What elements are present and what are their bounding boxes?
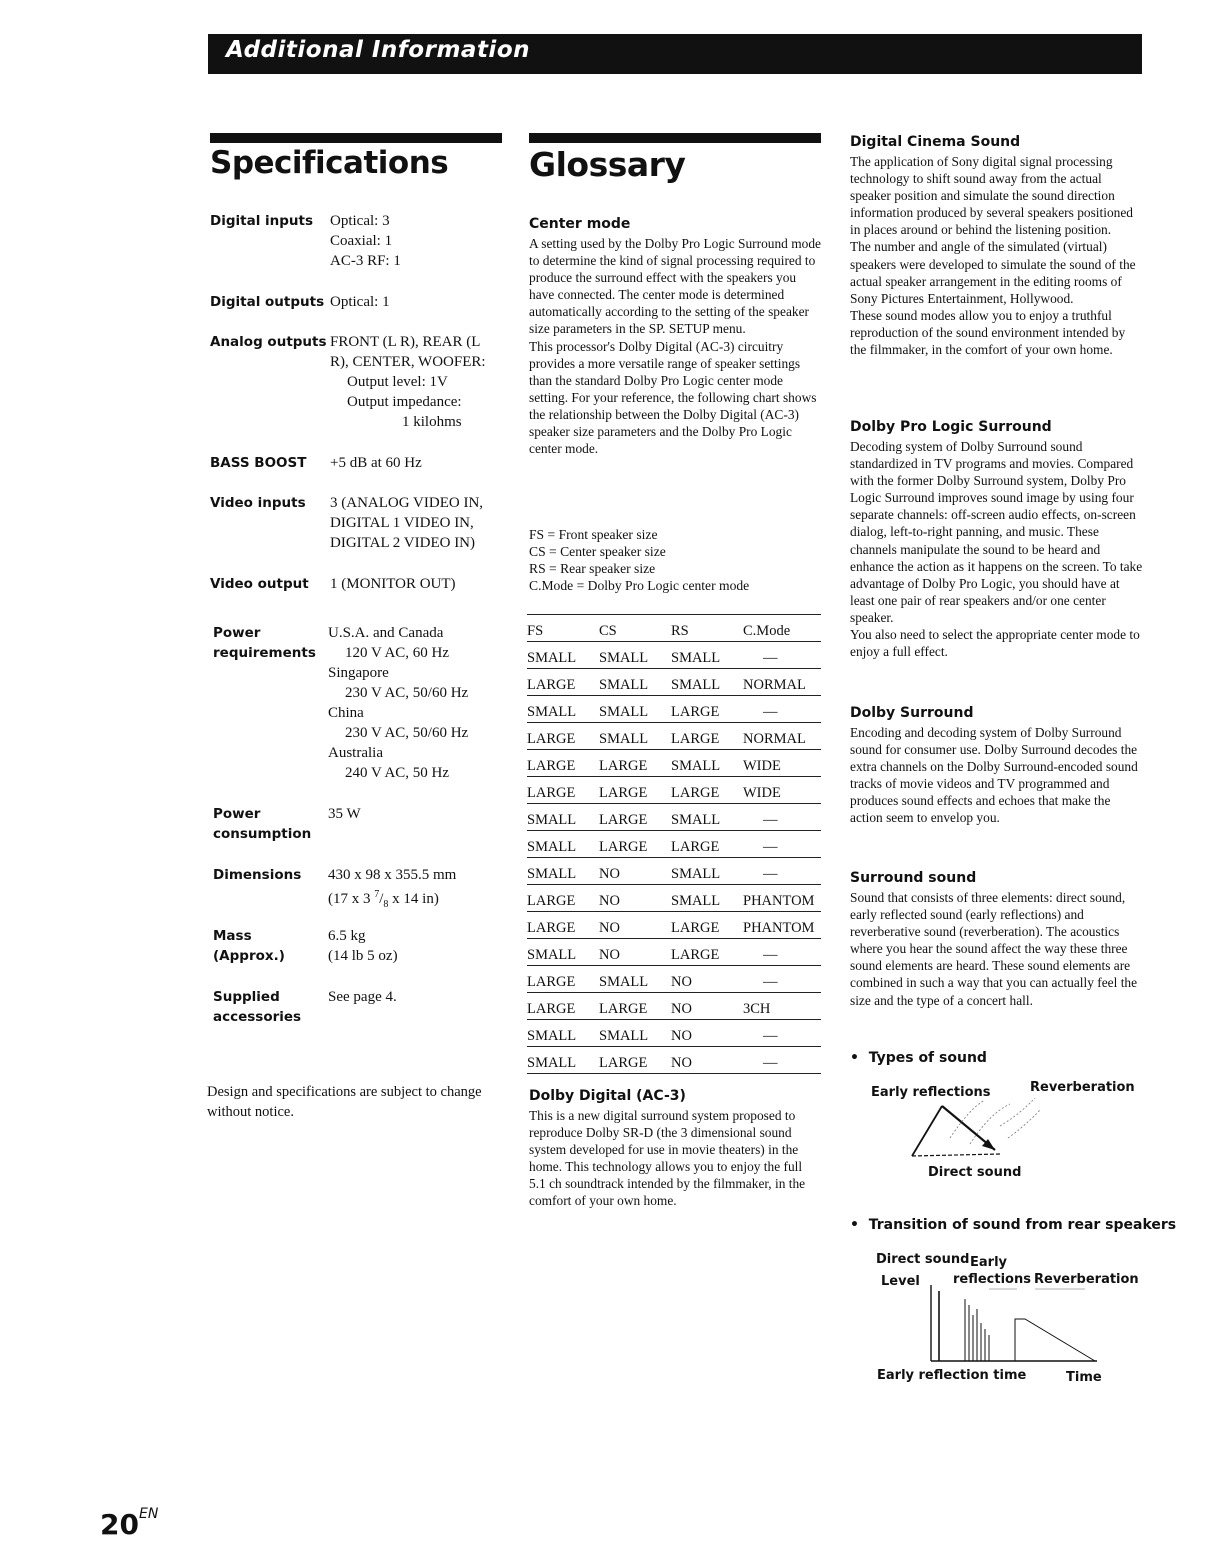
spec-value — [330, 453, 502, 473]
digital-cinema-heading: Digital Cinema Sound — [850, 134, 1021, 150]
paragraph: Decoding system of Dolby Surround sound standardized in TV programs and movies. Compared with the former Dolby Surround system, Dolby Pro Logic Surround improves sound image by using four separate channels: off-screen audio effects, on-screen dialog, left-to-right panning, and music. These channels manipulate the sound to be heard and enhance the action as it happens on the screen. To take advantage of Dolby Pro Logic, you should have at least one pair of rear speakers and/or one center speaker. — [850, 439, 1143, 625]
table-cell: LARGE — [671, 912, 743, 939]
center-mode-body — [529, 235, 824, 457]
header-cell: RS — [671, 615, 743, 642]
surround-sound-body: Sound that consists of three elements: direct sound, early reflected sound (early reflections) and reverberative sound (reverberation). The acoustics where you hear the sound affect the way these three sound elements are heard. These sound elements are combined in such a way that you can actually feel the size and the type of a concert hall. — [850, 890, 1138, 1008]
spec-label: Supplied accessories — [213, 989, 302, 1025]
spec-label: Analog outputs — [210, 334, 327, 350]
table-row — [527, 831, 821, 858]
table-cell: SMALL — [671, 669, 743, 696]
center-mode-heading: Center mode — [529, 216, 631, 232]
types-of-sound-diagram — [900, 1098, 1060, 1166]
paragraph: The number and angle of the simulated (virtual) speakers were developed to simulate the sound of the actual speaker arrangement in the editing rooms of Sony Pictures Entertainment, Hollywood. — [850, 239, 1136, 306]
paragraph: This processor's Dolby Digital (AC-3) circuitry provides a more versatile range of speaker settings than the standard Dolby Pro Logic center mode setting. For your reference, the following chart shows the relationship between the Dolby Digital (AC-3) speaker size parameters and the Dolby Pro Logic center mode. — [529, 338, 817, 457]
table-cell: PHANTOM — [743, 885, 821, 912]
table-cell: — — [743, 642, 821, 669]
spec-value-line: DIGITAL 2 VIDEO IN) — [330, 535, 476, 551]
dimension-text: (17 x 3 — [328, 891, 371, 907]
bullet-heading-text: Types of sound — [868, 1050, 987, 1066]
spec-value — [330, 211, 502, 271]
table-cell: NO — [671, 966, 743, 993]
spec-value-line: 6.5 kg — [328, 928, 366, 944]
fraction-numerator: 7 — [374, 889, 380, 900]
table-cell: SMALL — [527, 804, 599, 831]
table-cell: LARGE — [671, 723, 743, 750]
spec-value — [328, 987, 500, 1007]
spec-value — [328, 623, 500, 783]
spec-value-line: 230 V AC, 50/60 Hz — [345, 725, 469, 741]
spec-value — [330, 493, 502, 553]
table-body — [527, 615, 821, 1074]
spec-value-line: 1 (MONITOR OUT) — [330, 576, 456, 592]
spec-value-line: See page 4. — [328, 989, 397, 1005]
table-cell: LARGE — [599, 804, 671, 831]
table-cell: SMALL — [527, 696, 599, 723]
section-banner — [208, 34, 1142, 74]
spec-value-line: FRONT (L R), REAR (L — [330, 334, 481, 350]
table-cell: SMALL — [671, 750, 743, 777]
early-label: Early — [970, 1255, 1007, 1270]
time-label: Time — [1066, 1370, 1102, 1385]
table-cell: 3CH — [743, 993, 821, 1020]
table-cell: SMALL — [671, 642, 743, 669]
spec-value-line: U.S.A. and Canada — [328, 625, 444, 641]
specifications-title: Specifications — [210, 145, 449, 181]
digital-cinema-body — [850, 153, 1144, 358]
spec-value-line: (17 x 3 $^7/_8$ x 14 in) — [328, 889, 439, 910]
table-row — [527, 1020, 821, 1047]
spec-value-line: R), CENTER, WOOFER: — [330, 354, 486, 370]
table-cell: SMALL — [599, 669, 671, 696]
table-cell: LARGE — [527, 750, 599, 777]
table-cell: SMALL — [599, 1020, 671, 1047]
table-cell: LARGE — [599, 1047, 671, 1074]
table-cell: — — [743, 1020, 821, 1047]
legend-line: FS = Front speaker size — [529, 527, 658, 542]
center-mode-table — [527, 614, 821, 1074]
reverberation-lines — [950, 1098, 1040, 1144]
spec-value — [328, 804, 500, 824]
header-cell: C.Mode — [743, 615, 821, 642]
paragraph: You also need to select the appropriate center mode to enjoy a full effect. — [850, 627, 1140, 660]
table-cell: LARGE — [599, 993, 671, 1020]
table-cell: WIDE — [743, 777, 821, 804]
reverberation-label: Reverberation — [1034, 1272, 1139, 1287]
types-of-sound-heading — [850, 1050, 987, 1066]
spec-label: BASS BOOST — [210, 455, 307, 471]
spec-value-line: 430 x 98 x 355.5 mm — [328, 867, 457, 883]
fraction-denominator: 8 — [383, 899, 389, 910]
pro-logic-heading: Dolby Pro Logic Surround — [850, 419, 1052, 435]
spec-value — [328, 865, 500, 915]
pro-logic-body — [850, 438, 1144, 660]
table-cell: LARGE — [671, 777, 743, 804]
table-row — [527, 777, 821, 804]
table-cell: LARGE — [527, 723, 599, 750]
specifications-rule — [210, 133, 502, 143]
spec-value-line: Output impedance: — [347, 394, 462, 410]
table-cell: SMALL — [671, 885, 743, 912]
spec-value-line: 240 V AC, 50 Hz — [345, 765, 450, 781]
early-reflection-time-label: Early reflection time — [877, 1368, 1027, 1383]
spec-label: Dimensions — [213, 867, 302, 883]
table-cell: SMALL — [527, 858, 599, 885]
table-cell: NO — [599, 912, 671, 939]
spec-label: Digital inputs — [210, 213, 314, 229]
table-cell: LARGE — [527, 669, 599, 696]
table-cell: NORMAL — [743, 669, 821, 696]
table-row — [527, 966, 821, 993]
paragraph: The application of Sony digital signal processing technology to shift sound away from the actual speaker position and simulate the sound direction information produced by several speakers positioned in places around or behind the listening position. — [850, 154, 1133, 238]
legend-line: RS = Rear speaker size — [529, 561, 656, 577]
table-cell: SMALL — [527, 831, 599, 858]
table-row — [527, 858, 821, 885]
spec-value — [330, 292, 502, 312]
table-cell: SMALL — [599, 723, 671, 750]
table-cell: NORMAL — [743, 723, 821, 750]
table-cell: SMALL — [671, 858, 743, 885]
page-number-suffix: EN — [138, 1506, 159, 1522]
table-cell: SMALL — [527, 1047, 599, 1074]
spec-value-line: Output level: 1V — [347, 374, 448, 390]
dolby-digital-body: This is a new digital surround system proposed to reproduce Dolby SR-D (the 3 dimensional sound system developed for use in movie theaters) in the home. This technology allows you to enjoy the full 5.1 ch soundtrack intended by the filmmaker, in the comfort of your own home. — [529, 1108, 806, 1209]
dolby-surround-body: Encoding and decoding system of Dolby Surround sound for consumer use. Dolby Surround decodes the extra channels on the Dolby Surround-encoded sound tracks of movie videos and TV programmed and produces sound effects and echoes that make the action seem to envelop you. — [850, 725, 1138, 826]
paragraph: These sound modes allow you to enjoy a truthful reproduction of the sound environment intended by the filmmaker, in the comfort of your own home. — [850, 307, 1126, 358]
direct-sound-label: Direct sound — [876, 1252, 970, 1267]
table-cell: LARGE — [671, 696, 743, 723]
table-row — [527, 804, 821, 831]
spec-label: Mass (Approx.) — [213, 928, 285, 964]
table-cell: NO — [599, 885, 671, 912]
table-cell: SMALL — [527, 642, 599, 669]
spec-value-line: +5 dB at 60 Hz — [330, 455, 422, 471]
spec-label: Video output — [210, 576, 309, 592]
table-cell: SMALL — [671, 804, 743, 831]
glossary-rule — [529, 133, 821, 143]
reverberation-label: Reverberation — [1030, 1080, 1135, 1095]
banner-title: Additional Information — [226, 37, 530, 63]
spec-value — [328, 926, 500, 966]
spec-value-line: China — [328, 705, 364, 721]
transition-diagram — [925, 1285, 1105, 1365]
table-header-row — [527, 615, 821, 642]
table-row — [527, 912, 821, 939]
table-cell: LARGE — [527, 885, 599, 912]
spec-value-line: (14 lb 5 oz) — [328, 948, 398, 964]
spec-value — [330, 574, 502, 594]
table-cell: SMALL — [527, 939, 599, 966]
header-cell: FS — [527, 615, 599, 642]
table-row — [527, 885, 821, 912]
glossary-title: Glossary — [529, 145, 686, 184]
table-cell: — — [743, 804, 821, 831]
table-row — [527, 723, 821, 750]
bullet-heading-text: Transition of sound from rear speakers — [868, 1217, 1177, 1233]
table-row — [527, 993, 821, 1020]
table-row — [527, 939, 821, 966]
table-cell: NO — [599, 939, 671, 966]
table-cell: LARGE — [671, 831, 743, 858]
spec-value-line: Singapore — [328, 665, 389, 681]
table-row — [527, 1047, 821, 1074]
table-cell: SMALL — [599, 696, 671, 723]
table-cell: — — [743, 1047, 821, 1074]
spec-value-line: 1 kilohms — [402, 414, 462, 430]
table-cell: LARGE — [527, 912, 599, 939]
table-row — [527, 642, 821, 669]
table-cell: — — [743, 939, 821, 966]
table-cell: — — [743, 696, 821, 723]
table-cell: NO — [671, 1020, 743, 1047]
table-row — [527, 669, 821, 696]
table-cell: — — [743, 966, 821, 993]
spec-value-line: Australia — [328, 745, 383, 761]
table-cell: LARGE — [527, 777, 599, 804]
legend-line: CS = Center speaker size — [529, 544, 666, 560]
reflections-label: reflections — [953, 1272, 1031, 1287]
spec-label: Power requirements — [213, 625, 316, 661]
legend-line: C.Mode = Dolby Pro Logic center mode — [529, 578, 750, 594]
spec-value-line: Optical: 1 — [330, 294, 390, 310]
table-cell: LARGE — [671, 939, 743, 966]
spec-label: Digital outputs — [210, 294, 325, 310]
header-cell: CS — [599, 615, 671, 642]
table-row — [527, 696, 821, 723]
direct-sound-label: Direct sound — [928, 1165, 1022, 1180]
table-cell: NO — [599, 858, 671, 885]
spec-value-line: 120 V AC, 60 Hz — [345, 645, 450, 661]
spec-label: Power consumption — [213, 806, 312, 842]
page-number — [100, 1508, 158, 1541]
bullet-icon: • — [850, 1217, 859, 1233]
spec-value-line: Optical: 3 — [330, 213, 390, 229]
table-cell: NO — [671, 1047, 743, 1074]
spec-label: Video inputs — [210, 495, 306, 511]
transition-heading — [850, 1217, 1176, 1233]
table-cell: SMALL — [599, 642, 671, 669]
table-cell: NO — [671, 993, 743, 1020]
specifications-note: Design and specifications are subject to change without notice. — [207, 1084, 482, 1120]
spec-value-line: DIGITAL 1 VIDEO IN, — [330, 515, 474, 531]
table-cell: — — [743, 831, 821, 858]
table-cell: LARGE — [527, 993, 599, 1020]
spec-value-line: Coaxial: 1 — [330, 233, 393, 249]
paragraph: A setting used by the Dolby Pro Logic Surround mode to determine the kind of signal processing required to produce the surround effect with the speakers you have connected. The center mode is determined automatically according to the setting of the speaker size parameters in the SP. SETUP menu. — [529, 236, 821, 337]
reverberation-decay — [1015, 1319, 1095, 1361]
level-label: Level — [881, 1274, 920, 1289]
dolby-digital-heading: Dolby Digital (AC-3) — [529, 1088, 686, 1104]
spec-value-line: 3 (ANALOG VIDEO IN, — [330, 495, 484, 511]
page-number-value: 20 — [100, 1508, 139, 1541]
table-cell: LARGE — [599, 777, 671, 804]
center-mode-legend — [529, 526, 824, 594]
table-cell: LARGE — [599, 831, 671, 858]
surround-sound-heading: Surround sound — [850, 870, 977, 886]
table-cell: SMALL — [527, 1020, 599, 1047]
direct-sound-line — [912, 1154, 1000, 1156]
dolby-surround-heading: Dolby Surround — [850, 705, 974, 721]
dimension-text: x 14 in) — [388, 891, 439, 907]
table-cell: PHANTOM — [743, 912, 821, 939]
table-cell: SMALL — [599, 966, 671, 993]
center-mode-table-wrap — [527, 614, 821, 1074]
table-cell: WIDE — [743, 750, 821, 777]
early-reflections-label: Early reflections — [871, 1085, 991, 1100]
table-cell: LARGE — [527, 966, 599, 993]
spec-value-line: AC-3 RF: 1 — [330, 253, 401, 269]
spec-value-line: 230 V AC, 50/60 Hz — [345, 685, 469, 701]
reflection-line — [912, 1106, 942, 1156]
table-cell: LARGE — [599, 750, 671, 777]
table-row — [527, 750, 821, 777]
table-cell: — — [743, 858, 821, 885]
spec-value — [330, 332, 502, 432]
spec-value-line: 35 W — [328, 806, 361, 822]
bullet-icon: • — [850, 1050, 859, 1066]
